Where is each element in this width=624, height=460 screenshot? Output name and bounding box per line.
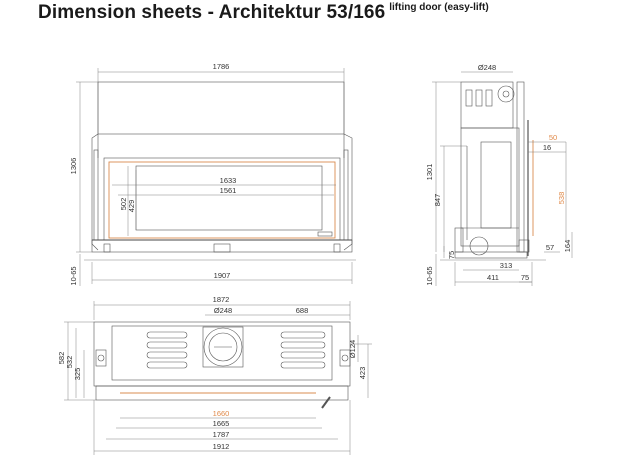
side-offset-orange-label: 50	[548, 133, 558, 142]
side-flue-diameter-label: Ø248	[477, 63, 497, 72]
top-width-orange-label: 1660	[212, 409, 230, 418]
top-flue-offset-label: 688	[295, 306, 309, 315]
side-depth-411-label: 411	[487, 273, 499, 282]
side-height-label: 1301	[425, 163, 434, 181]
front-glass-width-inner-label: 1561	[219, 186, 237, 195]
front-glass-width-outer-label: 1633	[219, 176, 237, 185]
top-flue-small-label: Ø124	[348, 339, 357, 359]
top-depth-532-label: 532	[65, 355, 74, 369]
side-depth-313-label: 313	[499, 261, 513, 270]
top-width-1872-label: 1872	[212, 295, 230, 304]
side-glass-height-label: 538	[557, 191, 566, 205]
front-base-width-label: 1907	[213, 271, 231, 280]
side-height-opening-label: 847	[433, 193, 442, 207]
top-depth-423-label: 423	[358, 366, 367, 380]
top-depth-582-label: 582	[57, 351, 66, 365]
front-glass-height-outer-label: 502	[119, 197, 128, 211]
top-width-1912-label: 1912	[212, 442, 230, 451]
side-view	[425, 63, 572, 286]
side-depth-75-label: 75	[520, 273, 530, 282]
front-view	[69, 62, 356, 286]
top-width-1787-label: 1787	[212, 430, 230, 439]
front-width-top-label: 1786	[212, 62, 230, 71]
side-dim-57-label: 57	[545, 243, 555, 252]
title-subtitle: lifting door (easy-lift)	[389, 2, 489, 13]
side-offset-16-label: 16	[542, 143, 552, 152]
top-depth-325-label: 325	[73, 367, 82, 381]
side-dim-164-label: 164	[563, 239, 572, 253]
front-glass-height-inner-label: 429	[127, 199, 136, 213]
title-main: Dimension sheets - Architektur 53/166	[38, 2, 386, 23]
top-width-1665-label: 1665	[212, 419, 230, 428]
side-base-height-label: 10-65	[425, 266, 434, 286]
side-dim-75-label: 75	[447, 250, 456, 260]
top-view	[57, 295, 372, 455]
front-base-height-label: 10-65	[69, 266, 78, 286]
top-flue-diameter-label: Ø248	[213, 306, 233, 315]
front-height-label: 1306	[69, 157, 78, 175]
